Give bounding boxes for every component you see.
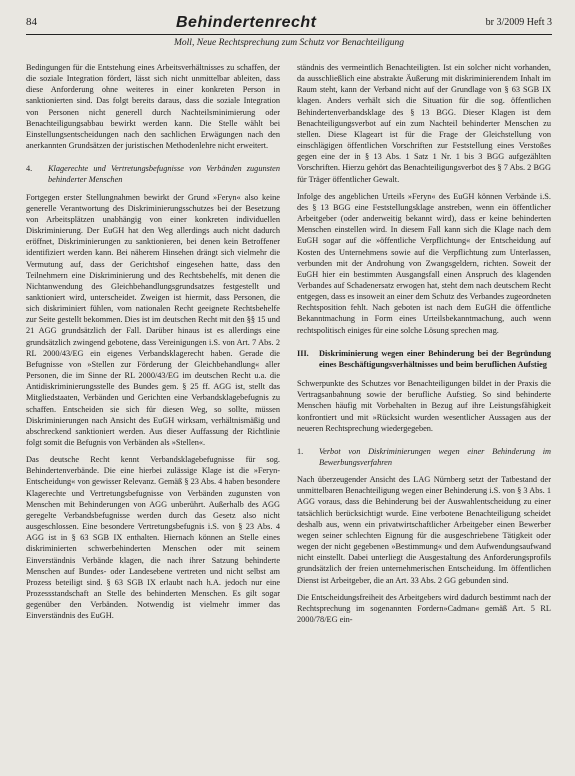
paragraph: ständnis des vermeintlich Benachteiligten. Ist ein solcher nicht vorhanden, da ausschließlich eine abstrakte Äußerung mit diskriminierendem Inhalt im Raum steht, kann der Verband nicht auf der Grundlage von § 63 SGB IX klagen. Anders verhält sich die Situation für die sog. öffentlichen Behindertenverbandsklage des § 13 BGG. Dieser Klagen ist dem Benachteiligungsverbot auf ein zum Nachteil behinderter Menschen zu stellen. Diese Klageart ist für die Frage der Gleichstellung von einschlägigen öffentlichen Vorschriften zur Feststellung eines Verstoßes gegen eine der in § 13 Abs. 1 Satz 1 Nr. 1 bis 3 BGG aufgezählten Vorschriften. Hierzu gehört das Benachteiligungsverbot des § 7 Abs. 2 BGG für Träger öffentlicher Gewalt. [297,63,551,184]
paragraph: Die Entscheidungsfreiheit des Arbeitgebers wird dadurch bestimmt nach der Rechtsprechung im sogenannten Fordern»Cadman« gemäß Art. 5 RL 2000/78/EG ein- [297,592,551,625]
journal-title: Behindertenrecht [176,14,317,31]
section-heading-4 [26,163,280,185]
page-header [26,14,552,34]
running-head: Moll, Neue Rechtsprechung zum Schutz vor Benachteiligung [174,38,404,48]
paragraph: Nach überzeugender Ansicht des LAG Nürnberg setzt der Tatbestand der unmittelbaren Benachteiligung wegen einer Behinderung i.S. von § 3 Abs. 1 AGG voraus, dass die Behinderung bei der Auswahlentscheidung zu einer tatsächlich berücksichtigt wurde. Eine verbotene Benachteiligung scheidet deshalb aus, wenn ein privatwirtschaftlicher Arbeitgeber einen Bewerber wegen seiner schlechten Eignung für die ausgeschriebene Tätigkeit oder wegen der nicht gegebenen »Bestimmung« und dem Aufwendungsaufwand nicht einstellt. Dabei unterliegt die Ausgestaltung des Anforderungsprofils grundsätzlich der freien unternehmerischen Entscheidung. Im öffentlichen Dienst ist Arbeitgeber, die an Art. 33 Abs. 2 GG gebunden sind. [297,475,551,585]
paragraph: Schwerpunkte des Schutzes vor Benachteiligungen bildet in der Praxis die Vertragsanbahnung sowie der berufliche Aufstieg. So sind behinderte Menschen häufig mit Vorbehalten in Bezug auf ihre Leistungsfähigkeit konfrontiert und mit »Rücksicht wurden wesentlicher Aussagen aus der neueren Rechtsprechung wiedergegeben. [297,379,551,433]
header-rule [26,34,552,35]
subsection-number: 1. [297,446,304,456]
section-title: Klagerechte und Vertretungsbefugnisse von Verbänden zugunsten behinderter Menschen [48,164,280,185]
paragraph: Infolge des angeblichen Urteils »Feryn« des EuGH können Verbände i.S. des § 13 BGG eine Feststellungsklage anstreben, wenn ein öffentlicher Arbeitgeber (oder anderweitig bekannt wird), dass er keine behinderten Menschen einstellen wird. In diesem Fall kann sich die Klage nach dem EuGH sogar auf die »öffentliche Verpflichtung« der Entscheidung auf Kosten des Unternehmens sowie auf die Verpflichtung zum Unterlassen, verbunden mit der Androhung von Zwangsgeldern, richten. Soweit der EuGH hier ein bestimmten Ausgangsfall einen Anspruch des klagenden Verbandes auf Schadenersatz erwogen hat, steht dem nach deutschem Recht entgegen, dass es insoweit an einer dem Schutz des Verbandes zugeordneten Rechtsposition fehlt. Nach geboten ist nach dem EuGH die öffentliche Bekanntmachung in Form eines Urteilsbekanntmachung, auch wenn rechtspolitisch einiges für eine solche Lösung sprechen mag. [297,191,551,335]
issue-info: br 3/2009 Heft 3 [485,17,552,28]
subsection-title: Verbot von Diskriminierungen wegen einer Behinderung im Bewerbungsverfahren [319,446,551,467]
intro-paragraph: Bedingungen für die Entstehung eines Arbeitsverhältnisses zu schaffen, der die soziale Integration fördert, lässt sich nicht unmittelbar ableiten, dass diese Anforderung ohne weiteres in einer konkreten Person in sanktionierten sind. Das folgt bereits daraus, dass die soziale Integration von Personen nicht generell durch Nachteilsminimierung oder Benachteiligungsabbau bewirkt werden kann. Die Stelle wählt bei Einstellungsentscheidungen nach den sachlichen Erwägungen nach den anerkannten Grundsätzen der juristischen Methodenlehre nicht erweitert. [26,63,280,151]
subsection-heading-1 [297,446,551,468]
section-heading-iii [297,348,551,370]
left-column [26,62,280,628]
right-column [297,62,551,631]
page-number: 84 [26,16,37,28]
section-title: Diskriminierung wegen einer Behinderung bei der Begründung eines Beschäftigungsverhältnisses und beim beruflichen Aufstieg [319,348,551,369]
paragraph: Das deutsche Recht kennt Verbandsklagebefugnisse für sog. Behindertenverbände. Die eine hierbei zulässige Klage ist die »Feryn-Entscheidung« von gewisser Relevanz. Gemäß § 23 Abs. 4 haben besondere Klagerechte und Vertretungsbefugnisse von Verbänden zugunsten von Menschen mit Behinderungen von AGG unberührt. Außerhalb des AGG geregelte Verbandsbefugnisse werden durch das Gesetz also nicht ausgeschlossen. Eine besondere Vertretungsbefugnis i.S. von § 23 Abs. 4 AGG ist in § 63 SGB IX enthalten. Hiernach können an Stelle eines diskriminierten schwerbehinderten Menschen oder mit seinem Einverständnis Verbände klagen, die nach ihrer Satzung behinderte Menschen auf Bundes- oder Landesebene vertreten und nicht selbst am Prozess beteiligt sind. § 63 SGB IX erlaubt nach h.A. jedoch nur eine Prozessstandschaft an Stelle des behinderten Menschen. Es gilt sogar gegenüber den Verbänden. Notwendig ist vielmehr immer das Einverständnis des EuGH. [26,455,280,621]
paragraph: Fortgegen erster Stellungnahmen bewirkt der Grund »Feryn« also keine generelle Verantwortung des Diskriminierungsschutzes bei der Besetzung von Arbeitsplätzen unabhängig von einer konkreten individuellen Diskriminierung. Der EuGH hat den Weg allerdings auch nicht dadurch eröffnet, Diskriminierungen zu sanktionieren, bei denen kein Betroffener identifiziert werden kann. Bei näherem Hinsehen drängt sich vielmehr die Vermutung auf, dass der Gerichtshof eingesehen hatte, dass den Teilnehmern eine Diskriminierung und des Rechtsbehelfs, mit denen die Nichtanwendung des Gleichbehandlungsgrundsatzes festgestellt und sanktioniert wird, unterscheidet. Zweigen ist hiermit, dass Personen, die sich diskriminiert fühlen, vom nationalen Recht geeignete Rechtsbehelfe zur Seite gestellt bekommen. Dies ist im deutschen Recht mit den §§ 15 und 21 AGG grundsätzlich der Fall. Darüber hinaus ist es allerdings eine grundsätzlich zwingend gebotene, dass Vereinigungen i.S. von Art. 7 Abs. 2 RL 2000/43/EG ein eigenes Verbandsklagerecht haben. Gerade die Befugnisse von »Stellen zur Förderung der Gleichbehandlung« aller Personen, die im Sinne der RL 2000/43/EG im deutschen Recht u.a. die Antidiskriminierungsstelle des Bundes gem. § 25 ff. AGG ist, stellt das Mitgliedstaaten, Verbänden und Gerichten eine Verbandsklagebefugnis zu schaffen. Entscheiden sie sich für diesen Weg, so sollte, müssen Diskriminierungen nach Ansicht des EuGH wirksam, verhältnismäßig und abschreckend sanktioniert werden. Aus dieser Auffassung der Richtlinie folgt somit die Befugnis von Verbänden als »Stellen«. [26,192,280,447]
section-number: III. [297,348,309,358]
section-number: 4. [26,164,33,174]
